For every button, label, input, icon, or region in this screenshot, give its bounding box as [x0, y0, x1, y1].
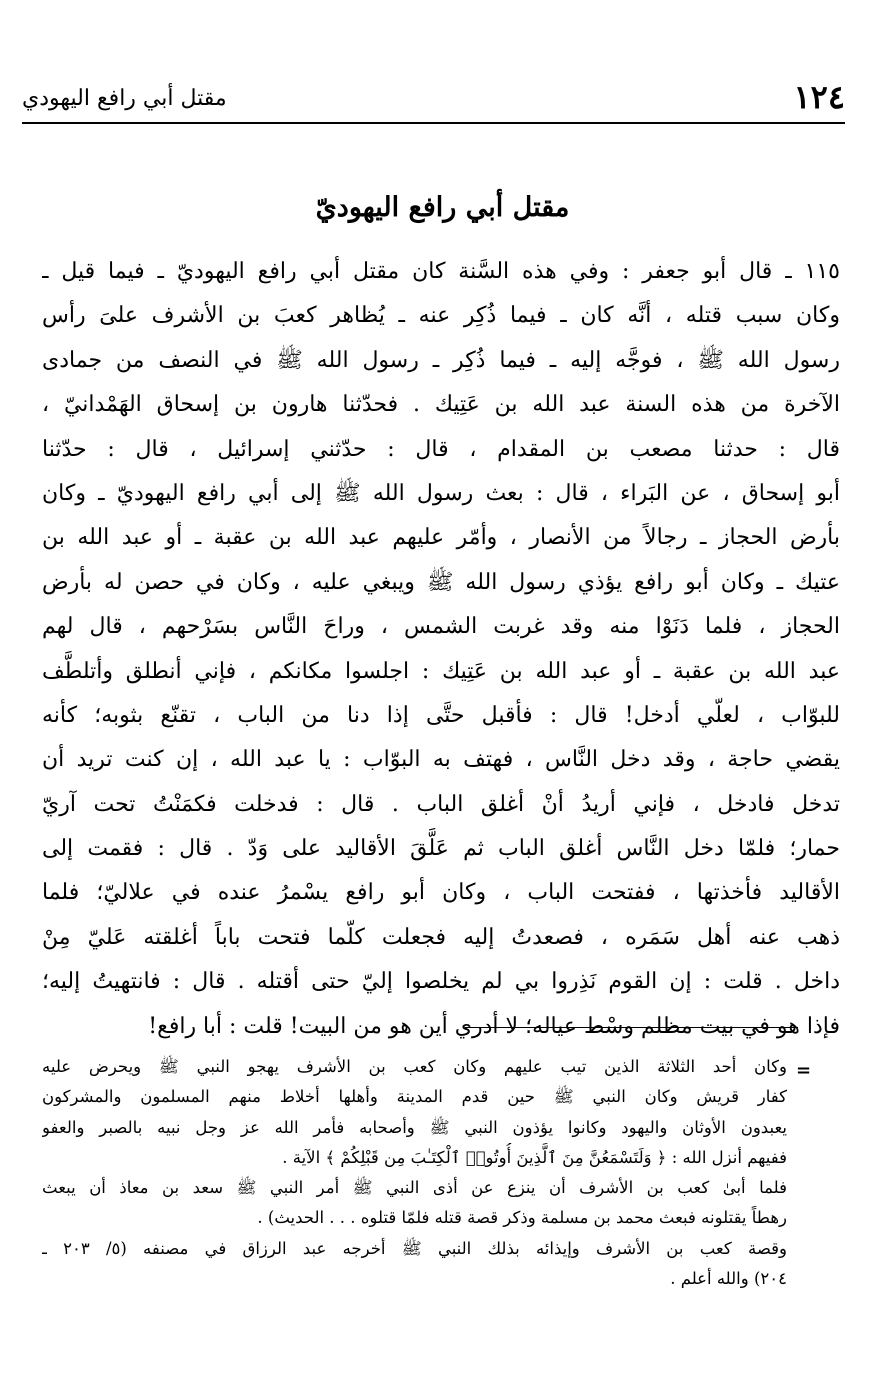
footnote-line: ٢٠٤) والله أعلم .: [670, 1269, 787, 1289]
footnotes: [42, 1052, 787, 1294]
body-line: الآخرة من هذه السنة عبد الله بن عَتِيك . فحدّثنا هارون بن إسحاق الهَمْدانيّ ،: [42, 392, 840, 418]
footnote-line: فلما أبىٰ كعب بن الأشرف أن ينزع عن أذى النبي ﷺ أمر النبي ﷺ سعد بن معاذ أن يبعث: [42, 1178, 787, 1198]
body-line: وكان سبب قتله ، أنَّه كان ـ فيما ذُكِر عنه ـ يُظاهر كعبَ بن الأشرف علىَ رأس: [42, 303, 840, 329]
body-line: عتيك ـ وكان أبو رافع يؤذي رسول الله ﷺ ويبغي عليه ، وكان في حصن له بأرض: [42, 569, 840, 595]
body-line: يقضي حاجة ، وقد دخل النَّاس ، فهتف به البوّاب : يا عبد الله ، إن كنت تريد أن: [42, 747, 840, 773]
running-title: مقتل أبي رافع اليهودي: [22, 86, 227, 111]
footnote-line: يعبدون الأوثان واليهود وكانوا يؤذون النبي ﷺ وأصحابه فأمر الله عز وجل نبيه بالصبر والعفو: [42, 1117, 787, 1137]
footnote-line: ففيهم أنزل الله : ﴿ وَلَتَسْمَعُنَّ مِنَ ٱلَّذِينَ أُوتُوا۟ ٱلْكِتَـٰبَ مِن قَبْلِكُمْ ﴾ الآية .: [282, 1147, 787, 1167]
body-line: تدخل فادخل ، فإني أريدُ أنْ أغلق الباب . قال : فدخلت فكمَنْتُ تحت آريّ: [42, 791, 840, 817]
body-line: رسول الله ﷺ ، فوجَّه إليه ـ فيما ذُكِر ـ رسول الله ﷺ في النصف من جمادى: [42, 347, 840, 373]
body-line: فإذا هو في بيت مظلم وسْط عياله؛ لا أدري أين هو من البيت! قلت : أبا رافع!: [148, 1013, 840, 1039]
chapter-title: مقتل أبي رافع اليهوديّ: [315, 192, 570, 223]
body-line: عبد الله بن عقبة ـ أو عبد الله بن عَتِيك : اجلسوا مكانكم ، فإني أنطلق وأتلطَّف: [42, 658, 840, 684]
body-line: الأقاليد فأخذتها ، ففتحت الباب ، وكان أبو رافع يسْمرُ عنده في علاليّ؛ فلما: [42, 880, 840, 906]
body-line: للبوّاب ، لعلّي أدخل! قال : فأقبل حتَّى إذا دنا من الباب ، تقنّع بثوبه؛ كأنه: [42, 702, 840, 728]
footnote-line: وقصة كعب بن الأشرف وإيذائه بذلك النبي ﷺ أخرجه عبد الرزاق في مصنفه (٥/ ٢٠٣ ـ: [42, 1238, 787, 1258]
footnote-divider: [465, 1027, 798, 1028]
footnote-continuation-marker: =: [796, 1060, 812, 1081]
body-text: [42, 250, 840, 1049]
footnote-line: كفار قريش وكان النبي ﷺ حين قدم المدينة وأهلها أخلاط منهم المسلمون والمشركون: [42, 1087, 787, 1107]
page-number: ١٢٤: [793, 78, 845, 116]
page-header: [22, 70, 845, 124]
footnote-line: رهطاً يقتلونه فبعث محمد بن مسلمة وذكر قصة قتله فلمّا قتلوه . . . الحديث) .: [257, 1208, 787, 1228]
body-line: أبو إسحاق ، عن البَراء ، قال : بعث رسول الله ﷺ إلى أبي رافع اليهوديّ ـ وكان: [42, 480, 840, 506]
body-line: داخل . قلت : إن القوم نَذِروا بي لم يخلصوا إليّ حتى أقتله . قال : فانتهيتُ إليه؛: [42, 969, 840, 995]
body-line: الحجاز ، فلما دَنَوْا منه وقد غربت الشمس ، وراحَ النَّاس بسَرْحهم ، قال لهم: [42, 614, 840, 640]
body-line: بأرض الحجاز ـ رجالاً من الأنصار ، وأمّر عليهم عبد الله بن عقبة ـ أو عبد الله بن: [42, 525, 840, 551]
body-line: ذهب عنه أهل سَمَره ، فصعدتُ إليه فجعلت كلّما فتحت باباً أغلقته عَليّ مِنْ: [42, 924, 840, 950]
body-line: حمار؛ فلمّا دخل النَّاس أغلق الباب ثم عَلَّقَ الأقاليد على وَدّ . قال : فقمت إلى: [42, 836, 840, 862]
body-line: قال : حدثنا مصعب بن المقدام ، قال : حدّثني إسرائيل ، قال : حدّثنا: [42, 436, 840, 462]
body-line: ١١٥ ـ قال أبو جعفر : وفي هذه السَّنة كان مقتل أبي رافع اليهوديّ ـ فيما قيل ـ: [42, 259, 840, 284]
footnote-line: وكان أحد الثلاثة الذين تيب عليهم وكان كعب بن الأشرف يهجو النبي ﷺ ويحرض عليه: [42, 1057, 787, 1076]
